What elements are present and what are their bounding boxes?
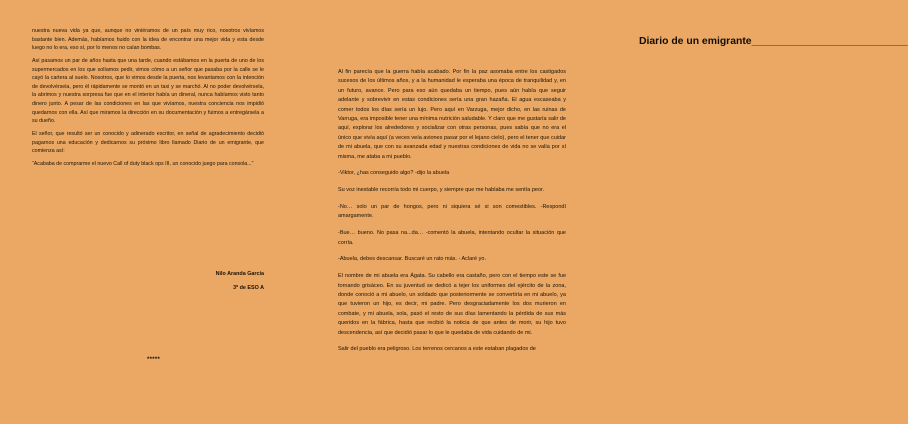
right-paragraph-6: -Abuela, debes descansar. Buscaré un rato más. - Aclaré yo. <box>338 256 486 263</box>
right-paragraph-5: -Bue… bueno. No pasa na...da… -comentó la abuela, intentando ocultar la situación que corría. <box>338 230 566 246</box>
left-paragraph-2: Así pasamos un par de años hasta que una tarde, cuando estábamos en la puerta de uno de los supermercados en los que solíamos pedir, vimos cómo a un señor que pasaba por la calle se le cayó la cartera al suelo. Nosotros, que lo vimos desde la puerta, nos levantamos con la intención de devolvérsela, pero él rápidamente se montó en un taxi y se marchó. Al no poder devolvérsela, la abrimos y nuestra sorpresa fue que en el interior había un dineral, nunca habíamos visto tanto dinero junto. A pesar de las condiciones en las que vivíamos, nuestra conciencia nos impidió quedarnos con ella. Así que miramos la dirección en su documentación y fuimos a entregársela a su dueño. <box>32 57 264 125</box>
right-paragraph-1: Al fin parecía que la guerra había acabado. Por fin la paz asomaba entre los castigados sucesos de los últimos años, y a la humanidad le esperaba una época de tranquilidad y, en un futuro, avance. Pero para eso aún quedaba un tiempo, pues aún había que seguir adelante y sobrevivir en estas condiciones sería una gran hazaña. El agua escaseaba y comer todos los días sería un lujo. Pero aquí en Varzuga, mejor dicho, en las ruinas de Varruga, era imposible tener una mínima nutrición saludable. Y claro que me gustaría salir de aquí, explorar los alrededores y socializar con otras personas, pues sabía que no era el único que vivía aquí (a veces veía aviones pasar por el lejano cielo), pero el tener que cuidar de mi abuela, que con su avanzada edad y nuestras condiciones de vida no se valía por sí misma, me ataba a mi pueblo. <box>338 69 566 160</box>
left-text-column <box>32 27 264 173</box>
right-paragraph-3: Su voz inestable recorría todo mi cuerpo, y siempre que me hablaba me sentía peor. <box>338 187 545 194</box>
right-paragraph-2: -Viktor, ¿has conseguido algo? -dijo la abuela <box>338 170 450 177</box>
left-page <box>0 0 300 424</box>
author-course: 3º de ESO A <box>233 285 264 291</box>
left-paragraph-1: nuestra nueva vida ya que, aunque no viniéramos de un país muy rico, nosotros vivíamos bastante bien. Además, habíamos huido con la idea de encontrar una mejor vida y esta desde luego no lo era, eso sí, por lo menos no caían bombas. <box>32 28 264 52</box>
author-name: Nilo Aranda García <box>215 271 264 277</box>
right-paragraph-4: -No… solo un par de hongos, pero ni siquiera sé si son comestibles. -Respondí amargamente. <box>338 204 566 220</box>
section-separator: ***** <box>147 357 161 363</box>
left-paragraph-3: El señor, que resultó ser un conocido y adinerado escritor, en señal de agradecimiento decidió pagarnos una educación y dedicarnos su próximo libro llamado Diario de un emigrante, que comienza así: <box>32 130 264 155</box>
left-paragraph-quote: “Acababa de comprarme el nuevo Call of duty black ops III, un conocido juego para consola...” <box>32 160 254 167</box>
right-text-column <box>338 68 566 362</box>
right-paragraph-7: El nombre de mi abuela era Ágata. Su cabello era castaño, pero con el tiempo este se fue tornando grisáceo. En su juventud se dedicó a tejer los uniformes del ejército de la zona, donde conoció a mi abuelo, un soldado que posteriormente se convertiría en mi abuelo, ya que tuvieron un hijo, es decir, mi padre. Pero desgraciadamente los dos murieron en combate, y mi abuela, sola, pasó el resto de sus días lamentando la pérdida de sus más queridos en la fábrica, hasta que recibió la noticia de que antes de morir, su hijo tuvo descendencia, así que decidió pasar lo que le quedaba de vida cuidando de mi. <box>338 273 566 336</box>
page-title: Diario de un emigrante___________________________ <box>639 36 908 47</box>
right-paragraph-8: Salir del pueblo era peligroso. Los terrenos cercanos a este estaban plagados de <box>338 346 536 353</box>
